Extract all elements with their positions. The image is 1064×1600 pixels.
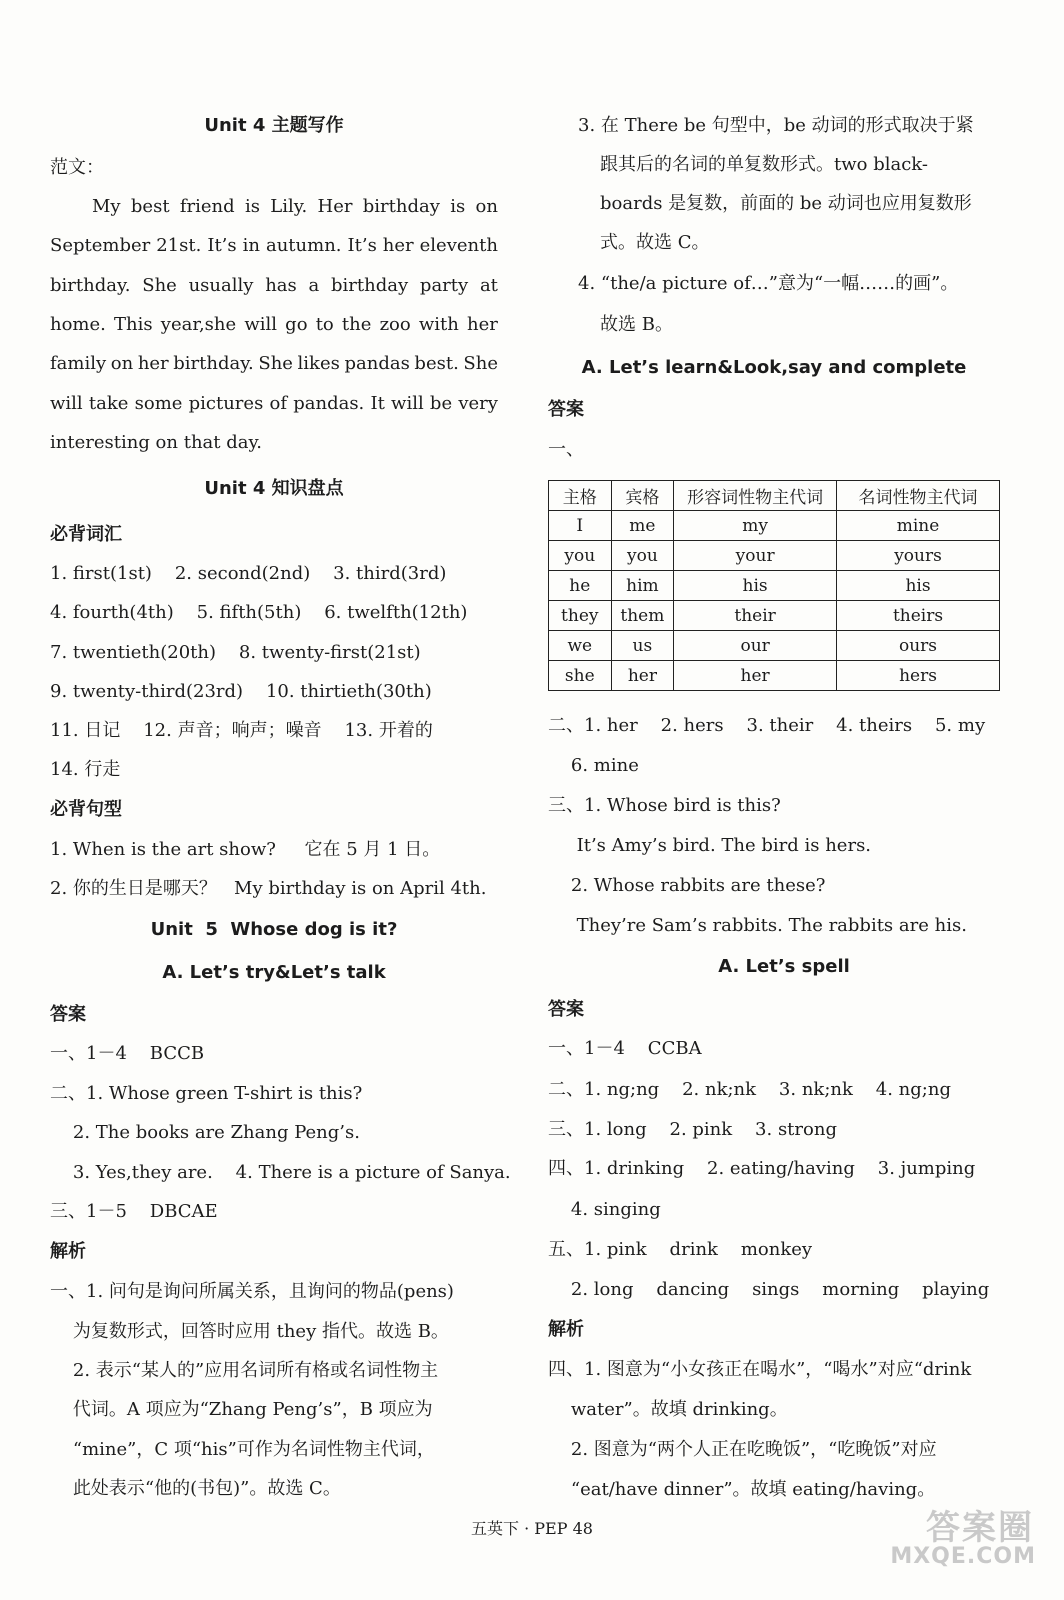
word: She: [463, 353, 498, 374]
answer-line: 4. singing: [548, 1199, 661, 1220]
word: her: [467, 314, 498, 335]
analysis-line: 一、1. 问句是询问所属关系，且询问的物品(pens): [50, 1281, 454, 1302]
watermark-text-2: MXQE.COM: [890, 1544, 1036, 1569]
vocab-heading: 必背词汇: [50, 524, 122, 545]
word: very: [458, 393, 498, 414]
table-cell: your: [674, 541, 837, 571]
analysis-line: 四、1. 图意为“小女孩正在喝水”，“喝水”对应“drink: [548, 1359, 972, 1380]
word: zoo: [379, 314, 411, 335]
table-cell: hers: [837, 661, 1000, 691]
analysis-line: 4. “the/a picture of…”意为“一幅……的画”。: [578, 273, 959, 294]
essay-line: interesting on that day.: [50, 432, 262, 453]
word: Her: [317, 196, 353, 217]
word: Lily.: [270, 196, 308, 217]
word: will: [244, 314, 278, 335]
answer-line: 2. long dancing sings morning playing: [548, 1279, 990, 1300]
essay-line: [50, 234, 498, 258]
word: It’s: [207, 235, 237, 256]
unit4-writing-title: Unit 4 主题写作: [204, 115, 344, 136]
analysis-line: 式。故选 C。: [600, 232, 710, 253]
table-cell: I: [549, 511, 612, 541]
table-cell: their: [674, 601, 837, 631]
answer-line: 一、1－4 CCBA: [548, 1038, 702, 1059]
word: with: [418, 314, 459, 335]
word: My: [92, 196, 121, 217]
section-a-learn-title: A. Let’s learn&Look,say and complete: [581, 357, 967, 378]
vocab-line: 11. 日记 12. 声音；响声；噪音 13. 开着的: [50, 720, 433, 741]
table-cell: you: [611, 541, 674, 571]
table-cell: yours: [837, 541, 1000, 571]
analysis-line: “mine”，C 项“his”可作为名词性物主代词，: [50, 1439, 435, 1460]
table-header-cell: 名词性物主代词: [837, 481, 1000, 511]
table-cell: mine: [837, 511, 1000, 541]
analysis-line: 跟其后的名词的单复数形式。two black-: [600, 154, 928, 175]
answer-line: 2. Whose rabbits are these?: [548, 875, 826, 896]
answer-line: 二、1. ng;ng 2. nk;nk 3. nk;nk 4. ng;ng: [548, 1079, 951, 1100]
table-header-cell: 形容词性物主代词: [674, 481, 837, 511]
table-cell: you: [549, 541, 612, 571]
word: pandas: [344, 353, 410, 374]
table-row: [549, 661, 1000, 691]
word: best: [130, 196, 170, 217]
word: September: [50, 235, 151, 256]
word: This: [114, 314, 153, 335]
table-row: [549, 541, 1000, 571]
vocab-line: 4. fourth(4th) 5. fifth(5th) 6. twelfth(12th): [50, 602, 468, 623]
table-cell: we: [549, 631, 612, 661]
answer-label: 答案: [548, 999, 584, 1020]
answer-label: 答案: [50, 1004, 86, 1025]
answer-line: 2. The books are Zhang Peng’s.: [50, 1122, 360, 1143]
table-row: [549, 571, 1000, 601]
sentence-line: 2. 你的生日是哪天？ My birthday is on April 4th.: [50, 878, 487, 899]
table-row: [549, 631, 1000, 661]
unit5-title: Unit 5 Whose dog is it?: [150, 919, 398, 940]
table-cell: theirs: [837, 601, 1000, 631]
word: is: [450, 196, 466, 217]
table-cell: he: [549, 571, 612, 601]
essay-line: [50, 313, 498, 337]
vocab-line: 9. twenty-third(23rd) 10. thirtieth(30th): [50, 681, 432, 702]
analysis-line: 此处表示“他的(书包)”。故选 C。: [50, 1478, 341, 1499]
table-cell: she: [549, 661, 612, 691]
word: pandas.: [293, 393, 365, 414]
unit4-review-title: Unit 4 知识盘点: [204, 478, 344, 499]
answer-line: 四、1. drinking 2. eating/having 3. jumping: [548, 1158, 976, 1179]
table-cell: us: [611, 631, 674, 661]
word: best.: [414, 353, 459, 374]
word: go: [285, 314, 308, 335]
analysis-label: 解析: [548, 1319, 584, 1340]
word: pictures: [188, 393, 264, 414]
analysis-line: 代词。A 项应为“Zhang Peng’s”，B 项应为: [50, 1399, 433, 1420]
question-number: 一、: [548, 439, 584, 460]
essay-line: [50, 274, 498, 298]
word: party: [419, 275, 469, 296]
answer-line: 3. Yes,they are. 4. There is a picture of Sanya.: [50, 1162, 511, 1183]
word: birthday: [362, 196, 440, 217]
analysis-line: 2. 表示“某人的”应用名词所有格或名词性物主: [50, 1360, 439, 1381]
table-cell: him: [611, 571, 674, 601]
sample-label: 范文：: [50, 157, 104, 178]
vocab-line: 7. twentieth(20th) 8. twenty-first(21st): [50, 642, 421, 663]
answer-line: 二、1. Whose green T-shirt is this?: [50, 1083, 363, 1104]
table-cell: them: [611, 601, 674, 631]
answer-line: 五、1. pink drink monkey: [548, 1239, 813, 1260]
sentence-line: 1. When is the art show? 它在 5 月 1 日。: [50, 839, 441, 860]
word: likes: [297, 353, 340, 374]
word: She: [258, 353, 293, 374]
word: It: [370, 393, 385, 414]
vocab-line: 1. first(1st) 2. second(2nd) 3. third(3rd): [50, 563, 447, 584]
word: some: [134, 393, 183, 414]
table-cell: her: [674, 661, 837, 691]
word: birthday.: [173, 353, 254, 374]
answer-line: 一、1－4 BCCB: [50, 1043, 205, 1064]
answer-line: It’s Amy’s bird. The bird is hers.: [548, 835, 872, 856]
watermark-logo: [890, 1500, 1044, 1580]
word: her: [382, 235, 414, 256]
word: birthday.: [50, 275, 131, 296]
essay-line: [92, 195, 498, 219]
word: the: [341, 314, 372, 335]
watermark-text-1: 答案圈: [926, 1508, 1034, 1548]
table-cell: my: [674, 511, 837, 541]
word: has: [265, 275, 297, 296]
answer-label: 答案: [548, 399, 584, 420]
word: be: [429, 393, 453, 414]
answer-line: 二、1. her 2. hers 3. their 4. theirs 5. my: [548, 715, 986, 736]
answer-line: 6. mine: [548, 755, 639, 776]
word: She: [142, 275, 177, 296]
word: family: [50, 353, 107, 374]
word: of: [269, 393, 288, 414]
section-a-title: A. Let’s try&Let’s talk: [162, 962, 386, 983]
answer-line: 三、1. long 2. pink 3. strong: [548, 1119, 837, 1140]
table-header-cell: 宾格: [611, 481, 674, 511]
analysis-line: 为复数形式，回答时应用 they 指代。故选 B。: [50, 1321, 449, 1342]
table-header-cell: 主格: [549, 481, 612, 511]
word: in: [242, 235, 260, 256]
word: her: [137, 353, 169, 374]
word: to: [315, 314, 334, 335]
analysis-line: boards 是复数，前面的 be 动词也应用复数形: [600, 193, 972, 214]
table-cell: ours: [837, 631, 1000, 661]
analysis-line: 故选 B。: [600, 314, 673, 335]
word: at: [479, 275, 498, 296]
table-header-row: [549, 481, 1000, 511]
word: usually: [188, 275, 254, 296]
table-cell: our: [674, 631, 837, 661]
answer-line: 三、1. Whose bird is this?: [548, 795, 781, 816]
table-cell: her: [611, 661, 674, 691]
word: will: [391, 393, 424, 414]
word: will: [50, 393, 83, 414]
vocab-line: 14. 行走: [50, 759, 121, 780]
sentence-heading: 必背句型: [50, 799, 122, 820]
analysis-line: water”。故填 drinking。: [548, 1399, 788, 1420]
table-cell: me: [611, 511, 674, 541]
word: friend: [179, 196, 235, 217]
word: It’s: [347, 235, 377, 256]
page-footer: 五英下 · PEP 48: [471, 1519, 593, 1538]
word: 21st.: [156, 235, 202, 256]
table-cell: his: [674, 571, 837, 601]
table-row: [549, 601, 1000, 631]
analysis-line: 3. 在 There be 句型中，be 动词的形式取决于紧: [578, 115, 974, 136]
pronoun-table: [548, 480, 1000, 691]
word: a: [308, 275, 320, 296]
word: autumn.: [265, 235, 342, 256]
word: year,she: [160, 314, 237, 335]
word: is: [244, 196, 260, 217]
word: on: [475, 196, 498, 217]
analysis-line: “eat/have dinner”。故填 eating/having。: [548, 1479, 936, 1500]
word: on: [110, 353, 134, 374]
word: home.: [50, 314, 106, 335]
word: birthday: [331, 275, 409, 296]
essay-line: [50, 392, 498, 416]
answer-line: 三、1－5 DBCAE: [50, 1201, 218, 1222]
table-cell: they: [549, 601, 612, 631]
word: take: [88, 393, 129, 414]
answer-line: They’re Sam’s rabbits. The rabbits are his.: [548, 915, 967, 936]
essay-line: [50, 352, 498, 376]
table-cell: his: [837, 571, 1000, 601]
table-row: [549, 511, 1000, 541]
analysis-line: 2. 图意为“两个人正在吃晚饭”，“吃晚饭”对应: [548, 1439, 937, 1460]
word: eleventh: [419, 235, 498, 256]
spell-title: A. Let’s spell: [718, 956, 850, 977]
analysis-label: 解析: [50, 1241, 86, 1262]
